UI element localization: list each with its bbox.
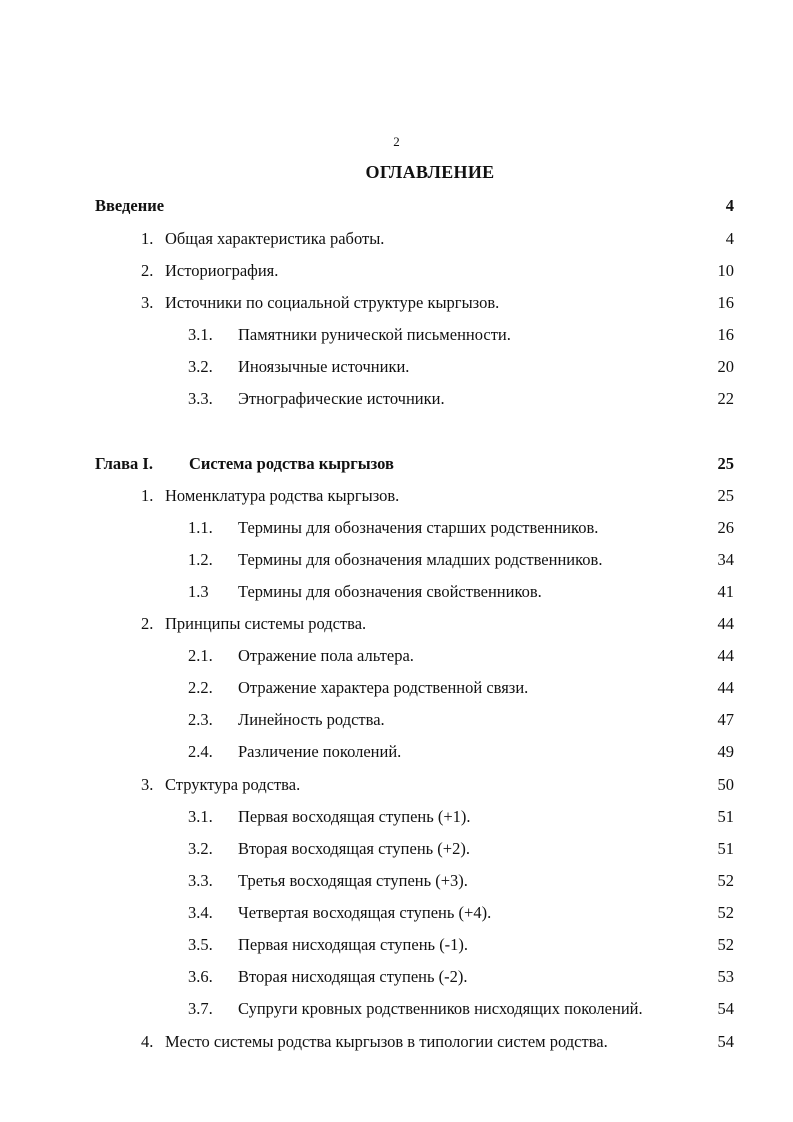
- toc-entry[interactable]: [0, 355, 793, 379]
- toc-entry-page: 52: [717, 871, 734, 890]
- toc-entry-text: Номенклатура родства кыргызов.: [165, 486, 400, 505]
- toc-entry-number: 2.1.: [188, 646, 213, 665]
- toc-entry[interactable]: [0, 291, 793, 315]
- toc-entry-number: 2.2.: [188, 678, 213, 697]
- toc-entry-number: 3.2.: [188, 357, 213, 376]
- toc-entry-page: 54: [717, 1032, 734, 1051]
- toc-entry-number: 4.: [141, 1032, 154, 1051]
- toc-entry-text: Термины для обозначения свойственников.: [238, 582, 542, 601]
- toc-entry-page: 16: [717, 325, 734, 344]
- toc-entry[interactable]: [0, 965, 793, 989]
- toc-entry[interactable]: [0, 676, 793, 700]
- toc-entry-page: 53: [717, 967, 734, 986]
- toc-entry-text: Первая восходящая ступень (+1).: [238, 807, 471, 826]
- toc-entry[interactable]: [0, 997, 793, 1021]
- toc-entry-page: 16: [717, 293, 734, 312]
- toc-entry-text: Место системы родства кыргызов в типологии систем родства.: [165, 1032, 608, 1051]
- toc-entry-text: Памятники рунической письменности.: [238, 325, 511, 344]
- toc-entry[interactable]: [0, 773, 793, 797]
- toc-entry-page: 44: [717, 678, 734, 697]
- toc-entry-text: Отражение характера родственной связи.: [238, 678, 529, 697]
- toc-entry-text: Вторая нисходящая ступень (-2).: [238, 967, 468, 986]
- toc-entry-number: 1.1.: [188, 518, 213, 537]
- toc-entry[interactable]: [0, 805, 793, 829]
- toc-entry-text: Термины для обозначения младших родственников.: [238, 550, 603, 569]
- toc-entry[interactable]: [0, 612, 793, 636]
- toc-entry[interactable]: [0, 484, 793, 508]
- toc-entry-number: 2.: [141, 261, 154, 280]
- toc-entry-page: 20: [717, 357, 734, 376]
- toc-entry[interactable]: [0, 901, 793, 925]
- toc-entry[interactable]: [0, 227, 793, 251]
- toc-entry-number: 3.: [141, 293, 154, 312]
- toc-entry-page: 25: [717, 454, 734, 473]
- toc-entry-text: Различение поколений.: [238, 742, 402, 761]
- toc-entry-page: 41: [717, 582, 734, 601]
- toc-entry-text: Четвертая восходящая ступень (+4).: [238, 903, 492, 922]
- toc-entry[interactable]: [0, 580, 793, 604]
- toc-entry-text: Термины для обозначения старших родственников.: [238, 518, 599, 537]
- toc-entry-number: 3.5.: [188, 935, 213, 954]
- toc-entry[interactable]: [0, 516, 793, 540]
- toc-entry-text: Третья восходящая ступень (+3).: [238, 871, 468, 890]
- toc-entry-page: 4: [725, 229, 734, 248]
- toc-entry[interactable]: [0, 869, 793, 893]
- toc-entry-number: 2.3.: [188, 710, 213, 729]
- toc-entry-page: 52: [717, 903, 734, 922]
- toc-entry-page: 52: [717, 935, 734, 954]
- toc-entry-number: 3.4.: [188, 903, 213, 922]
- toc-entry-page: 50: [717, 775, 734, 794]
- toc-entry-number: 3.1.: [188, 807, 213, 826]
- toc-entry-text: Структура родства.: [165, 775, 301, 794]
- toc-entry-page: 44: [717, 614, 734, 633]
- toc-entry-page: 47: [717, 710, 734, 729]
- toc-entry-page: 4: [725, 196, 734, 215]
- toc-entry-text: Линейность родства.: [238, 710, 385, 729]
- toc-entry-number: 3.2.: [188, 839, 213, 858]
- toc-entry[interactable]: [0, 323, 793, 347]
- toc-entry-page: 54: [717, 999, 734, 1018]
- toc-entry-text: Историография.: [165, 261, 279, 280]
- toc-entry-number: 1.: [141, 229, 154, 248]
- toc-entry-number: 1.2.: [188, 550, 213, 569]
- toc-entry-page: 26: [717, 518, 734, 537]
- toc-entry-number: 2.4.: [188, 742, 213, 761]
- toc-entry-text: Введение: [95, 196, 165, 215]
- toc-entry-page: 49: [717, 742, 734, 761]
- toc-entry-text: Вторая восходящая ступень (+2).: [238, 839, 470, 858]
- toc-entry[interactable]: [0, 644, 793, 668]
- page-number: 2: [393, 134, 400, 149]
- toc-entry-page: 22: [717, 389, 734, 408]
- toc-entry[interactable]: [0, 708, 793, 732]
- toc-entry-text: Система родства кыргызов: [189, 454, 394, 473]
- toc-entry-number: 3.: [141, 775, 154, 794]
- toc-entry-number: 2.: [141, 614, 154, 633]
- toc-entry-number: 3.3.: [188, 389, 213, 408]
- toc-entry-text: Этнографические источники.: [238, 389, 445, 408]
- toc-entry-text: Общая характеристика работы.: [165, 229, 385, 248]
- toc-entry-number: 3.6.: [188, 967, 213, 986]
- toc-entry[interactable]: [0, 740, 793, 764]
- toc-entry[interactable]: [0, 548, 793, 572]
- toc-entry-page: 25: [717, 486, 734, 505]
- toc-entry-text: Иноязычные источники.: [238, 357, 410, 376]
- toc-title: ОГЛАВЛЕНИЕ: [365, 162, 495, 182]
- toc-entry-number: 1.3: [188, 582, 209, 601]
- toc-entry[interactable]: [0, 837, 793, 861]
- toc-entry[interactable]: [0, 259, 793, 283]
- toc-entry-text: Принципы системы родства.: [165, 614, 367, 633]
- toc-entry-page: 10: [717, 261, 734, 280]
- toc-entry[interactable]: [0, 1030, 793, 1054]
- toc-entry-number: 1.: [141, 486, 154, 505]
- toc-entry[interactable]: [0, 933, 793, 957]
- toc-entry-page: 44: [717, 646, 734, 665]
- toc-entry[interactable]: [0, 387, 793, 411]
- toc-entry-number: 3.3.: [188, 871, 213, 890]
- toc-entry-text: Источники по социальной структуре кыргызов.: [165, 293, 500, 312]
- toc-entry-text: Супруги кровных родственников нисходящих поколений.: [238, 999, 643, 1018]
- toc-entry-text: Первая нисходящая ступень (-1).: [238, 935, 469, 954]
- toc-entry-introduction[interactable]: [0, 194, 793, 218]
- toc-entry-number: 3.7.: [188, 999, 213, 1018]
- toc-entry-page: 51: [717, 839, 734, 858]
- toc-entry-number: Глава I.: [95, 454, 153, 473]
- toc-entry-text: Отражение пола альтера.: [238, 646, 414, 665]
- toc-entry-number: 3.1.: [188, 325, 213, 344]
- toc-entry-page: 34: [717, 550, 734, 569]
- toc-entry-chapter-1[interactable]: [0, 452, 793, 476]
- toc-entry-page: 51: [717, 807, 734, 826]
